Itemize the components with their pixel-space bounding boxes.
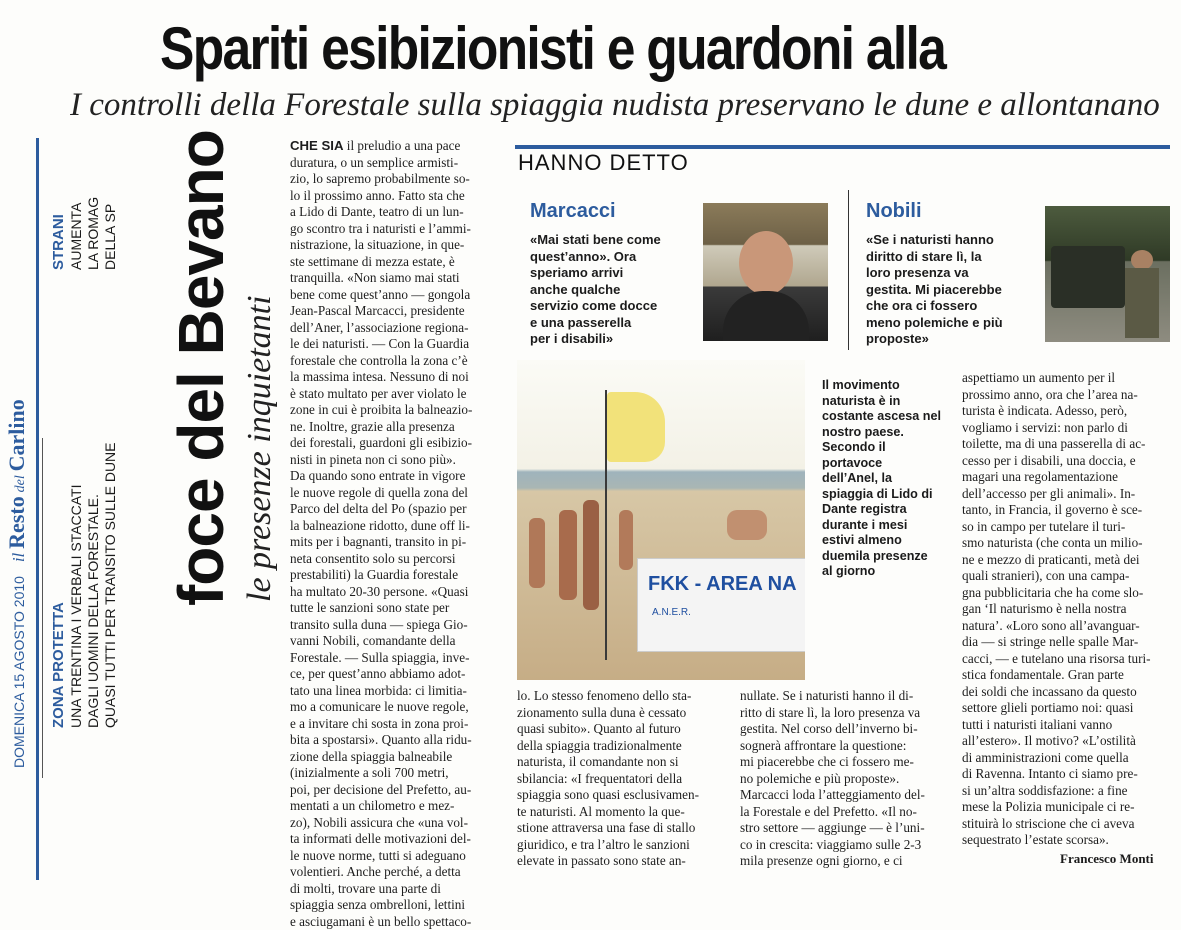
text-line: tutte le sanzioni sono state per — [290, 600, 498, 617]
strani-line-1: AUMENTA — [68, 203, 84, 270]
lead-in: CHE SIA — [290, 138, 344, 153]
text-line: ta informati delle motivazioni del- — [290, 831, 498, 848]
box1-quote — [530, 232, 700, 348]
quote-line: proposte» — [866, 331, 1046, 348]
text-line: costante ascesa nel — [822, 409, 952, 425]
zone-line-1: UNA TRENTINA I VERBALI STACCATI — [68, 485, 84, 729]
body-column-2 — [517, 688, 727, 870]
photo-marcacci — [703, 203, 828, 341]
quote-line: quest’anno». Ora — [530, 249, 700, 266]
quote-line: servizio come docce — [530, 298, 700, 315]
text-line: nistrazione, la situazione, in que- — [290, 237, 498, 254]
hanno-detto-title: HANNO DETTO — [518, 150, 689, 176]
text-line: mits per i bagnanti, transito in pi- — [290, 534, 498, 551]
text-line: neta consentito solo su percorsi — [290, 551, 498, 568]
beach-photo — [517, 360, 805, 680]
text-line: di molti, trovare una parte di — [290, 881, 498, 898]
text-line: zione della spiaggia balneabile — [290, 749, 498, 766]
side-strip — [0, 138, 150, 880]
text-line: di Ravenna. Intanto ci siamo pre- — [962, 766, 1170, 783]
masthead-date: DOMENICA 15 AGOSTO 2010 — [11, 576, 27, 768]
text-line: settore glieli portiamo noi: quasi — [962, 700, 1170, 717]
text-line: ne. Inoltre, grazie alla presenza — [290, 419, 498, 436]
text-line: Jean-Pascal Marcacci, presidente — [290, 303, 498, 320]
text-line: forestale che controlla la zona c’è — [290, 353, 498, 370]
text-line: Il movimento — [822, 378, 952, 394]
text-line: ce, per quest’anno abbiamo adot- — [290, 666, 498, 683]
text-line: dei soldi che incassano da questo — [962, 684, 1170, 701]
text-line: Marcacci loda l’atteggiamento del- — [740, 787, 950, 804]
text-line: mo a comunicare le nuove regole, — [290, 699, 498, 716]
text-line: dia — si stringe nelle spalle Mar- — [962, 634, 1170, 651]
text-line: (inizialmente a soli 700 metri, — [290, 765, 498, 782]
text-line: zio, lo sapremo probabilmente so- — [290, 171, 498, 188]
body-column-1 — [290, 138, 498, 930]
col1-lines — [290, 155, 498, 930]
zone-line-2: DAGLI UOMINI DELLA FORESTALE. — [85, 494, 101, 728]
text-line: bene come quest’anno — gongola — [290, 287, 498, 304]
text-line: toilette, ma di una passerella di ac- — [962, 436, 1170, 453]
text-line: estivi almeno — [822, 533, 952, 549]
text-line: durante i mesi — [822, 518, 952, 534]
text-line: stica fondamentale. Gran parte — [962, 667, 1170, 684]
text-line: mentati a un chilometro e mez- — [290, 798, 498, 815]
zone-label: ZONA PROTETTA — [50, 602, 67, 728]
text-line: gan ‘Il naturismo è nella nostra — [962, 601, 1170, 618]
body-column-3 — [740, 688, 950, 870]
text-line: te naturisti. Al momento la que- — [517, 804, 727, 821]
text-line: smo naturista (che conta un milio- — [962, 535, 1170, 552]
text-line: ne e mezzo di praticanti, metà dei — [962, 552, 1170, 569]
text-line: stro settore — aggiunge — è l’uni- — [740, 820, 950, 837]
text-line: tranquilla. «Non siamo mai stati — [290, 270, 498, 287]
kicker-title: foce del Bevano — [166, 130, 236, 606]
text-line: stione attraversa una fase di stallo — [517, 820, 727, 837]
masthead — [4, 399, 30, 768]
text-line: prestabiliti) la Guardia forestale — [290, 567, 498, 584]
text-line: all’estero». Il motivo? «L’ostilità — [962, 733, 1170, 750]
text-line: sequestrato l’estate scorsa». — [962, 832, 1170, 849]
text-line: dell’accesso per gli animali». In- — [962, 486, 1170, 503]
text-line: mila presenze ogni giorno, e ci — [740, 853, 950, 870]
text-line: volentieri. Anche perché, a detta — [290, 864, 498, 881]
text-line: dell’Anel, la — [822, 471, 952, 487]
quote-line: e una passerella — [530, 315, 700, 332]
col1-line: il preludio a una pace — [344, 138, 461, 153]
text-line: è stato multato per aver violato le — [290, 386, 498, 403]
strani-line-3: DELLA SP — [102, 204, 118, 270]
text-line: poi, per decisione del Prefetto, au- — [290, 782, 498, 799]
text-line: quali stranieri), con una campa- — [962, 568, 1170, 585]
body-column-4 — [962, 370, 1170, 849]
strani-line-2: LA ROMAG — [85, 197, 101, 270]
text-line: spiaggia sono quasi esclusivamen- — [517, 787, 727, 804]
quote-line: anche qualche — [530, 282, 700, 299]
text-line: nullate. Se i naturisti hanno il di- — [740, 688, 950, 705]
zone-line-3: QUASI TUTTI PER TRANSITO SULLE DUNE — [102, 442, 118, 728]
text-line: naturista è in — [822, 394, 952, 410]
text-line: elevate in passato sono state an- — [517, 853, 727, 870]
text-line: Parco del delta del Po (spazio per — [290, 501, 498, 518]
quote-line: per i disabili» — [530, 331, 700, 348]
text-line: di amministrazioni come quella — [962, 750, 1170, 767]
text-line: no polemiche e più proposte». — [740, 771, 950, 788]
quote-line: gestita. Mi piacerebbe — [866, 282, 1046, 299]
text-line: cacci, — e tutelano una risorsa turi- — [962, 651, 1170, 668]
text-line: zionamento sulla duna è cessato — [517, 705, 727, 722]
text-line: la balneazione ridotto, dune off li- — [290, 518, 498, 535]
text-line: zo), Nobili assicura che «una vol- — [290, 815, 498, 832]
text-line: ste settimane di mezza estate, è — [290, 254, 498, 271]
text-line: spiaggia di Lido di — [822, 487, 952, 503]
text-line: lo il prossimo anno. Fatto sta che — [290, 188, 498, 205]
text-line: spiaggia senza ombrelloni, lettini — [290, 897, 498, 914]
text-line: go scontro tra i naturisti e l’ammi- — [290, 221, 498, 238]
box1-name: Marcacci — [530, 200, 616, 223]
text-line: gestita. Nel corso dell’inverno bi- — [740, 721, 950, 738]
byline: Francesco Monti — [1060, 851, 1154, 867]
text-line: nisti in pineta non ci sono più». — [290, 452, 498, 469]
text-line: gna pubblicitaria che ha come slo- — [962, 585, 1170, 602]
text-line: turista è indicata. Adesso, però, — [962, 403, 1170, 420]
quote-line: loro presenza va — [866, 265, 1046, 282]
photo-nobili — [1045, 206, 1170, 342]
text-line: mi piacerebbe che ci fossero me- — [740, 754, 950, 771]
masthead-paper-carlino: Carlino — [4, 399, 29, 471]
photo-caption — [822, 378, 952, 580]
text-line: a Lido di Dante, teatro di un lun- — [290, 204, 498, 221]
strani-label: STRANI — [50, 214, 67, 270]
box2-name: Nobili — [866, 200, 922, 223]
box2-quote — [866, 232, 1046, 348]
text-line: co in crescita: viaggiamo sulle 2-3 — [740, 837, 950, 854]
text-line: tanto, in Francia, il governo è sce- — [962, 502, 1170, 519]
text-line: Da quando sono entrate in vigore — [290, 468, 498, 485]
text-line: mese la Polizia municipale ci re- — [962, 799, 1170, 816]
text-line: si un’altra soddisfazione: a fine — [962, 783, 1170, 800]
quote-line: diritto di stare lì, la — [866, 249, 1046, 266]
text-line: vogliamo i servizi: non parlo di — [962, 420, 1170, 437]
quote-line: speriamo arrivi — [530, 265, 700, 282]
text-line: Forestale. — Sulla spiaggia, inve- — [290, 650, 498, 667]
text-line: so in campo per tutelare il turi- — [962, 519, 1170, 536]
text-line: le nuove regole di quella zona del — [290, 485, 498, 502]
text-line: portavoce — [822, 456, 952, 472]
quote-line: «Se i naturisti hanno — [866, 232, 1046, 249]
text-line: la Forestale e del Prefetto. «Il no- — [740, 804, 950, 821]
banner-sub: A.N.E.R. — [652, 607, 691, 618]
text-line: duemila presenze — [822, 549, 952, 565]
text-line: vanni Nobili, comandante della — [290, 633, 498, 650]
text-line: al giorno — [822, 564, 952, 580]
kicker-subtitle: le presenze inquietanti — [240, 295, 280, 602]
text-line: sognerà affrontare la questione: — [740, 738, 950, 755]
text-line: natura’. «Loro sono all’avanguar- — [962, 618, 1170, 635]
text-line: la massima intesa. Nessuno di noi — [290, 369, 498, 386]
headline: Spariti esibizionisti e guardoni alla — [160, 14, 1038, 84]
text-line: aspettiamo un aumento per il — [962, 370, 1170, 387]
masthead-paper-resto: Resto — [4, 496, 29, 549]
text-line: tutti i naturisti italiani vanno — [962, 717, 1170, 734]
text-line: tato una linea morbida: ci limitia- — [290, 683, 498, 700]
text-line: e asciugamani è un bello spettaco- — [290, 914, 498, 930]
text-line: lo. Lo stesso fenomeno dello sta- — [517, 688, 727, 705]
text-line: le dei naturisti. — Con la Guardia — [290, 336, 498, 353]
text-line: prossimo anno, ora che l’area na- — [962, 387, 1170, 404]
text-line: ritto di stare lì, la loro presenza va — [740, 705, 950, 722]
text-line: transito sulla duna — spiega Gio- — [290, 617, 498, 634]
text-line: nostro paese. — [822, 425, 952, 441]
text-line: cesso per i disabili, una doccia, e — [962, 453, 1170, 470]
text-line: dell’Aner, l’associazione regiona- — [290, 320, 498, 337]
text-line: sbilancia: «I frequentatori della — [517, 771, 727, 788]
text-line: naturista, il comandante non si — [517, 754, 727, 771]
quote-line: che ora ci fossero — [866, 298, 1046, 315]
quote-line: «Mai stati bene come — [530, 232, 700, 249]
quote-line: meno polemiche e più — [866, 315, 1046, 332]
text-line: ha multato 20-30 persone. «Quasi — [290, 584, 498, 601]
masthead-paper-il: il — [9, 553, 28, 562]
text-line: della spiaggia tradizionalmente — [517, 738, 727, 755]
text-line: quasi subito». Quanto al futuro — [517, 721, 727, 738]
text-line: giuridico, e tra l’altro le sanzioni — [517, 837, 727, 854]
text-line: le nuove norme, tutti si adeguano — [290, 848, 498, 865]
banner-text: FKK - AREA NA — [648, 573, 797, 596]
text-line: bita a spostarsi». Quanto alla ridu- — [290, 732, 498, 749]
masthead-paper-del: del — [13, 475, 28, 492]
text-line: stituirà lo striscione che ci aveva — [962, 816, 1170, 833]
text-line: dei forestali, guardoni gli esibizio- — [290, 435, 498, 452]
text-line: duratura, o un semplice armisti- — [290, 155, 498, 172]
text-line: Dante registra — [822, 502, 952, 518]
subheadline: I controlli della Forestale sulla spiaggia nudista preservano le dune e allontanano — [70, 80, 1181, 130]
text-line: Secondo il — [822, 440, 952, 456]
text-line: e a invitare chi sosta in zona proi- — [290, 716, 498, 733]
text-line: zone in cui è proibita la balneazio- — [290, 402, 498, 419]
text-line: magari una regolamentazione — [962, 469, 1170, 486]
